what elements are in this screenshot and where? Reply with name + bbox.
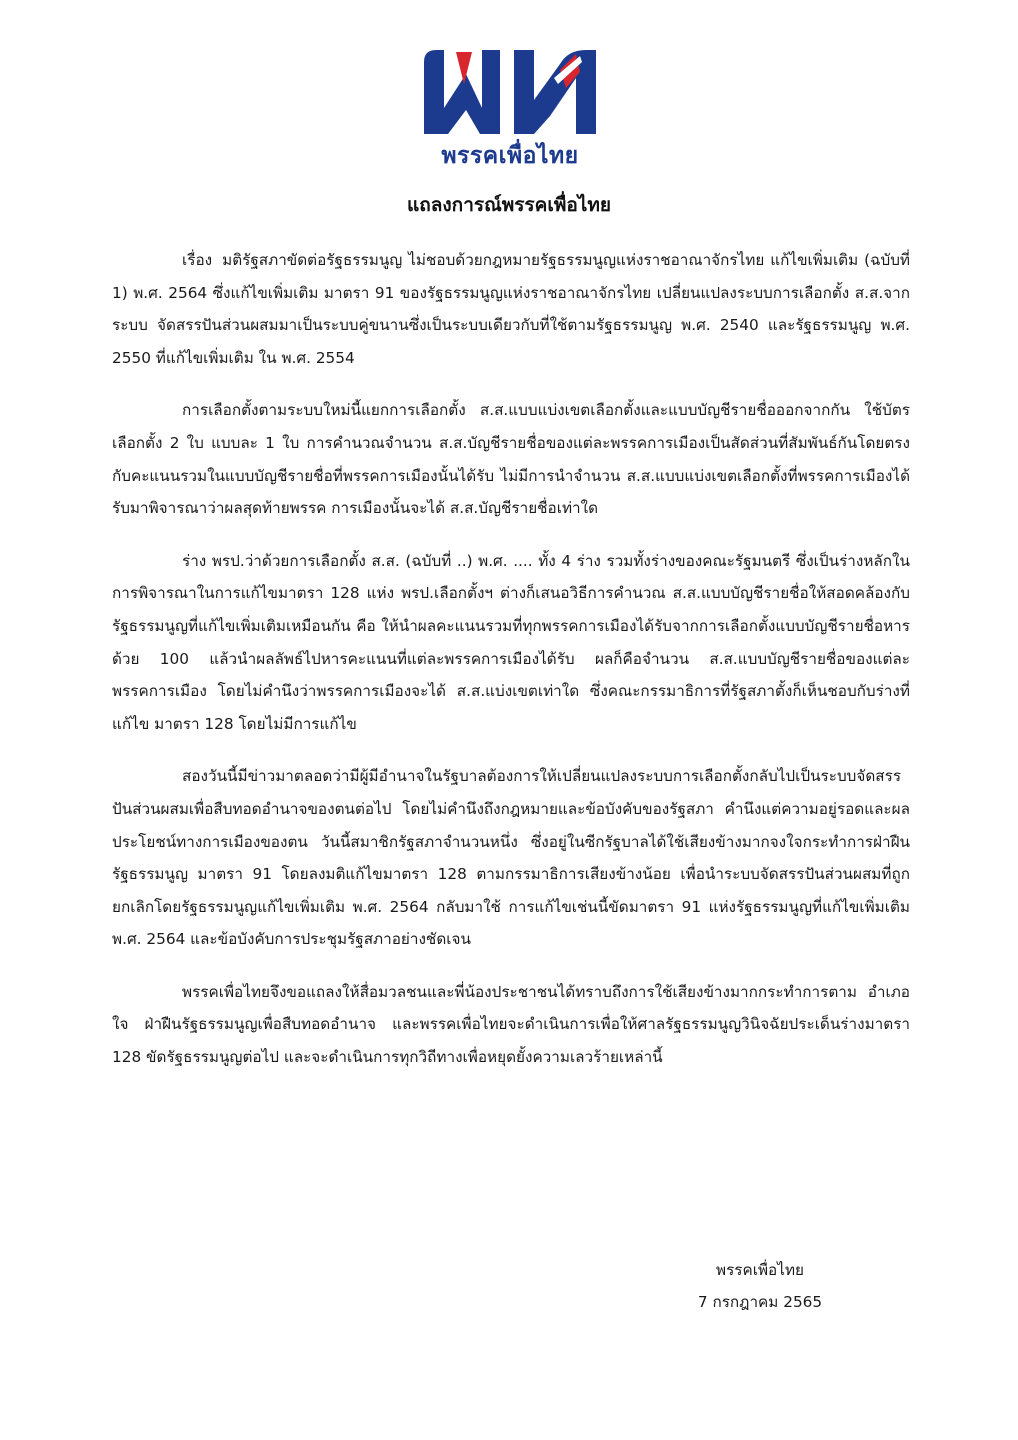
logo-party-name: พรรคเพื่อไทย	[441, 143, 579, 169]
paragraph-election-system: การเลือกตั้งตามระบบใหม่นี้แยกการเลือกตั้ง ส.ส.แบบแบ่งเขตเลือกตั้งและแบบบัญชีรายชื่อออกจากกัน ใช้บัตรเลือกตั้ง 2 ใบ แบบละ 1 ใบ การคำนวณจำนวน ส.ส.บัญชีรายชื่อของแต่ละพรรคการเมืองเป็นสัดส่วนที่สัมพันธ์กันโดยตรงกับคะแนนรวมในแบบบัญชีรายชื่อที่พรรคการเมืองนั้นได้รับ ไม่มีการนำจำนวน ส.ส.แบบแบ่งเขตเลือกตั้งที่พรรคการเมืองได้รับมาพิจารณาว่าผลสุดท้ายพรรค การเมืองนั้นจะได้ ส.ส.บัญชีรายชื่อเท่าใด	[112, 401, 910, 518]
signature-date: 7 กรกฎาคม 2565	[697, 1293, 823, 1311]
paragraph-vote-violation: สองวันนี้มีข่าวมาตลอดว่ามีผู้มีอำนาจในรัฐบาลต้องการให้เปลี่ยนแปลงระบบการเลือกตั้งกลับไปเป็นระบบจัดสรรปันส่วนผสมเพื่อสืบทอดอำนาจของตนต่อไป โดยไม่คำนึงถึงกฎหมายและข้อบังคับของรัฐสภา คำนึงแต่ความอยู่รอดและผลประโยชน์ทางการเมืองของตน วันนี้สมาชิกรัฐสภาจำนวนหนึ่ง ซึ่งอยู่ในซีกรัฐบาลได้ใช้เสียงข้างมากจงใจกระทำการฝ่าฝืนรัฐธรรมนูญ มาตรา 91 โดยลงมติแก้ไขมาตรา 128 ตามกรรมาธิการเสียงข้างน้อย เพื่อนำระบบจัดสรรปันส่วนผสมที่ถูกยกเลิกโดยรัฐธรรมนูญแก้ไขเพิ่มเติม พ.ศ. 2564 กลับมาใช้ การแก้ไขเช่นนี้ขัดมาตรา 91 แห่งรัฐธรรมนูญที่แก้ไขเพิ่มเติมพ.ศ. 2564 และข้อบังคับการประชุมรัฐสภาอย่างชัดเจน	[112, 767, 910, 949]
party-logo-mark	[410, 44, 610, 140]
signature-block	[640, 1254, 880, 1318]
statement-body	[112, 244, 910, 1094]
subject-text: มติรัฐสภาขัดต่อรัฐธรรมนูญ ไม่ชอบด้วยกฎหมายรัฐธรรมนูญแห่งราชอาณาจักรไทย แก้ไขเพิ่มเติม (ฉบับที่ 1) พ.ศ. 2564 ซึ่งแก้ไขเพิ่มเติม มาตรา 91 ของรัฐธรรมนูญแห่งราชอาณาจักรไทย เปลี่ยนแปลงระบบการเลือกตั้ง ส.ส.จากระบบ จัดสรรปันส่วนผสมมาเป็นระบบคู่ขนานซึ่งเป็นระบบเดียวกับที่ใช้ตามรัฐธรรมนูญ พ.ศ. 2540 และรัฐธรรมนูญ พ.ศ. 2550 ที่แก้ไขเพิ่มเติม ใน พ.ศ. 2554	[112, 251, 910, 367]
paragraph-subject	[112, 244, 910, 374]
paragraph-conclusion: พรรคเพื่อไทยจึงขอแถลงให้สื่อมวลชนและพี่น้องประชาชนได้ทราบถึงการใช้เสียงข้างมากกระทำการตาม อำเภอใจ ฝ่าฝืนรัฐธรรมนูญเพื่อสืบทอดอำนาจ และพรรคเพื่อไทยจะดำเนินการเพื่อให้ศาลรัฐธรรมนูญวินิจฉัยประเด็นร่างมาตรา 128 ขัดรัฐธรรมนูญต่อไป และจะดำเนินการทุกวิถีทางเพื่อหยุดยั้งความเลวร้ายเหล่านี้	[112, 982, 910, 1067]
subject-label: เรื่อง	[182, 251, 213, 269]
party-logo	[410, 44, 610, 174]
signature-party: พรรคเพื่อไทย	[716, 1261, 804, 1279]
paragraph-draft-bills: ร่าง พรป.ว่าด้วยการเลือกตั้ง ส.ส. (ฉบับที่ ..) พ.ศ. .... ทั้ง 4 ร่าง รวมทั้งร่างของคณะรัฐมนตรี ซึ่งเป็นร่างหลักในการพิจารณาในการแก้ไขมาตรา 128 แห่ง พรป.เลือกตั้งฯ ต่างก็เสนอวิธีการคำนวณ ส.ส.แบบบัญชีรายชื่อให้สอดคล้องกับรัฐธรรมนูญที่แก้ไขเพิ่มเติมเหมือนกัน คือ ให้นำผลคะแนนรวมที่ทุกพรรคการเมืองได้รับจากการเลือกตั้งแบบบัญชีรายชื่อหารด้วย 100 แล้วนำผลลัพธ์ไปหารคะแนนที่แต่ละพรรคการเมืองได้รับ ผลก็คือจำนวน ส.ส.แบบบัญชีรายชื่อของแต่ละพรรคการเมือง โดยไม่คำนึงว่าพรรคการเมืองจะได้ ส.ส.แบ่งเขตเท่าใด ซึ่งคณะกรรมาธิการที่รัฐสภาตั้งก็เห็นชอบกับร่างที่แก้ไข มาตรา 128 โดยไม่มีการแก้ไข	[112, 551, 910, 733]
page-title: แถลงการณ์พรรคเพื่อไทย	[407, 194, 611, 216]
